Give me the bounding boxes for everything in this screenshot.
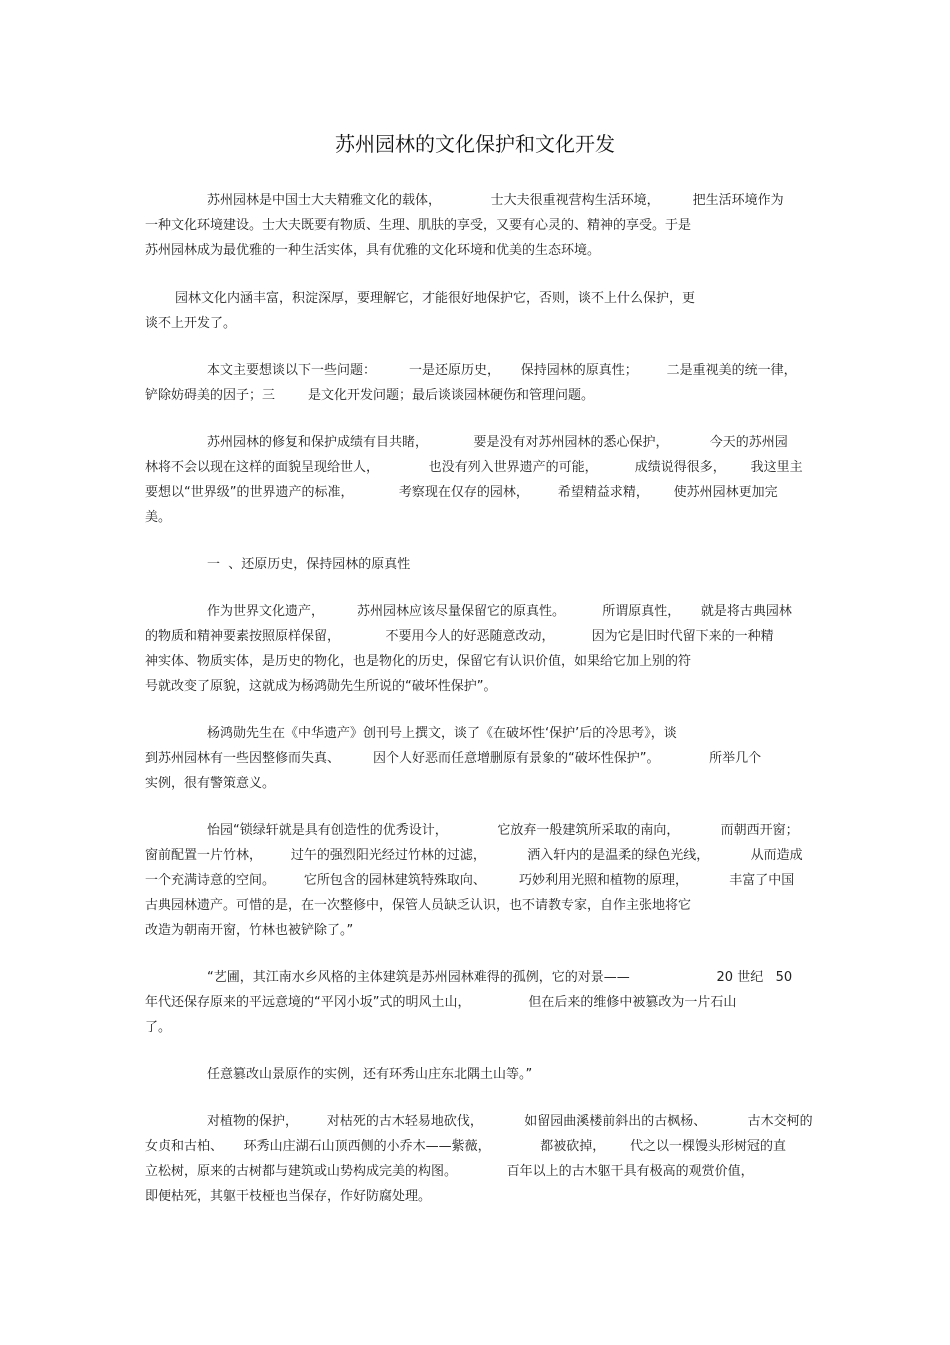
text-line: 本文主要想谈以下一些问题： 一是还原历史， 保持园林的原真性； 二是重视美的统一律， — [207, 363, 797, 378]
text-line: 立松树，原来的古树都与建筑或山势构成完美的构图。 百年以上的古木躯干具有极高的观赏价值， — [145, 1164, 754, 1179]
text-line: 到苏州园林有一些因整修而失真、 因个人好恶而任意增删原有景象的“破坏性保护”。 所举几个 — [145, 751, 762, 766]
text-line: 林将不会以现在这样的面貌呈现给世人， 也没有列入世界遗产的可能， 成绩说得很多， 我这里主 — [145, 460, 803, 475]
text-line: 即便枯死，其躯干枝桠也当保存，作好防腐处理。 — [145, 1189, 432, 1204]
text-line: 女贞和古柏、 环秀山庄湖石山顶西侧的小乔木——紫薇， 都被砍掉， 代之以一棵馒头形树冠的直 — [145, 1139, 787, 1154]
section-heading: 一 、还原历史，保持园林的原真性 — [207, 557, 411, 572]
text-line: 要想以“世界级”的世界遗产的标准， 考察现在仅存的园林， 希望精益求精， 使苏州园林更加完 — [145, 485, 778, 500]
text-line: 了。 — [145, 1020, 172, 1035]
text-line: 谈不上开发了。 — [145, 316, 237, 331]
text-line: 苏州园林是中国士大夫精雅文化的载体， 士大夫很重视营构生活环境， 把生活环境作为 — [207, 193, 784, 208]
text-line: 改造为朝南开窗，竹林也被铲除了。” — [145, 923, 354, 938]
text-line: 一个充满诗意的空间。 它所包含的园林建筑特殊取向、 巧妙利用光照和植物的原理， 丰富了中国 — [145, 873, 795, 888]
text-line: 古典园林遗产。可惜的是，在一次整修中，保管人员缺乏认识，也不请教专家，自作主张地将它 — [145, 898, 692, 913]
text-line: 杨鸿勋先生在《中华遗产》创刊号上撰文，谈了《在破坏性‘保护’后的冷思考》，谈 — [207, 726, 677, 741]
text-line: 一种文化环境建设。士大夫既要有物质、生理、肌肤的享受，又要有心灵的、精神的享受。于是 — [145, 218, 692, 233]
document-title: 苏州园林的文化保护和文化开发 — [335, 132, 615, 156]
text-line: 任意篡改山景原作的实例，还有环秀山庄东北隅土山等。” — [207, 1067, 533, 1082]
text-line: 窗前配置一片竹林， 过午的强烈阳光经过竹林的过滤， 洒入轩内的是温柔的绿色光线， 从而造成 — [145, 848, 803, 863]
text-line: 的物质和精神要素按照原样保留， 不要用今人的好恶随意改动， 因为它是旧时代留下来的一种精 — [145, 629, 774, 644]
text-line: 神实体、物质实体，是历史的物化，也是物化的历史，保留它有认识价值，如果给它加上别的符 — [145, 654, 692, 669]
text-line: 美。 — [145, 510, 172, 525]
text-line: 作为世界文化遗产， 苏州园林应该尽量保留它的原真性。 所谓原真性， 就是将古典园林 — [207, 604, 792, 619]
text-line: 园林文化内涵丰富，积淀深厚，要理解它，才能很好地保护它，否则，谈不上什么保护，更 — [175, 291, 696, 306]
text-line: 苏州园林的修复和保护成绩有目共睹， 要是没有对苏州园林的悉心保护， 今天的苏州园 — [207, 435, 788, 450]
text-line: “艺圃，其江南水乡风格的主体建筑是苏州园林难得的孤例，它的对景—— 20 世纪 50 — [207, 970, 793, 985]
text-line: 号就改变了原貌，这就成为杨鸿勋先生所说的“破坏性保护”。 — [145, 679, 497, 694]
text-line: 怡园“锁绿轩就是具有创造性的优秀设计， 它放弃一般建筑所采取的南向， 而朝西开窗； — [207, 823, 799, 838]
text-line: 对植物的保护， 对枯死的古木轻易地砍伐， 如留园曲溪楼前斜出的古枫杨、 古木交柯的 — [207, 1114, 813, 1129]
text-line: 年代还保存原来的平远意境的“平冈小坂”式的明风土山， 但在后来的维修中被篡改为一片石山 — [145, 995, 737, 1010]
text-line: 苏州园林成为最优雅的一种生活实体，具有优雅的文化环境和优美的生态环境。 — [145, 243, 601, 258]
text-line: 铲除妨碍美的因子；三 是文化开发问题；最后谈谈园林硬伤和管理问题。 — [145, 388, 595, 403]
text-line: 实例，很有警策意义。 — [145, 776, 276, 791]
